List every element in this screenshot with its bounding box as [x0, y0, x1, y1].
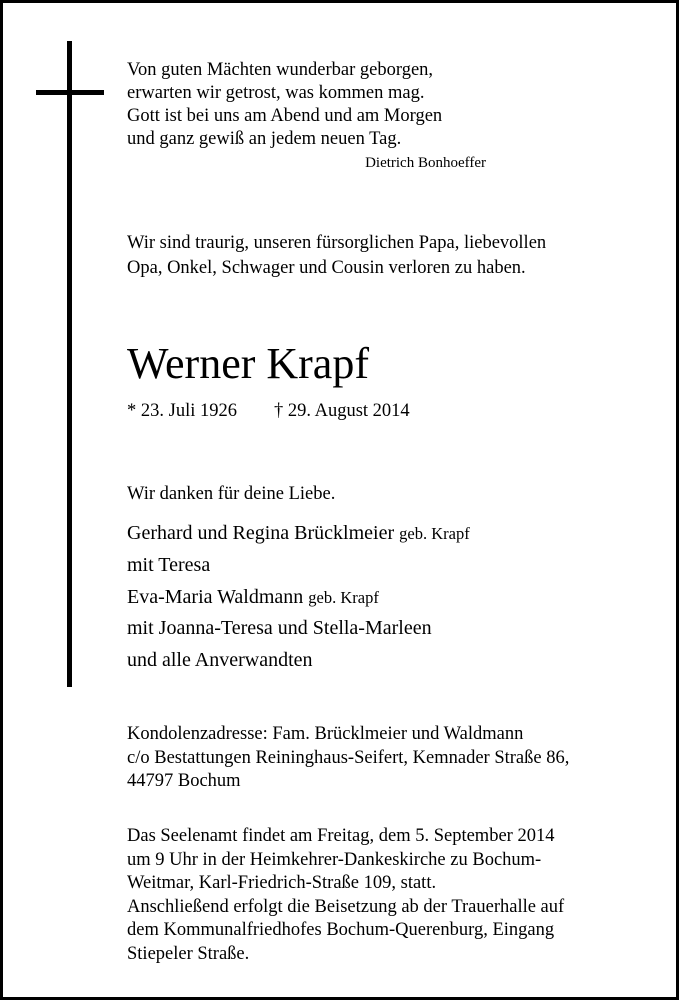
poem-author: Dietrich Bonhoeffer [365, 155, 486, 171]
family-list [127, 518, 470, 677]
poem-line: erwarten wir getrost, was kommen mag. [127, 83, 425, 103]
condolence-address [127, 723, 569, 794]
poem-line: Von guten Mächten wunderbar geborgen, [127, 60, 434, 80]
service-line: dem Kommunalfriedhofes Bochum-Querenburg, Eingang [127, 920, 555, 940]
intro-text [127, 231, 546, 281]
condolence-line: 44797 Bochum [127, 771, 241, 791]
family-member [127, 582, 470, 614]
service-line: Weitmar, Karl-Friedrich-Straße 109, statt. [127, 873, 437, 893]
poem-line: Gott ist bei uns am Abend und am Morgen [127, 106, 443, 126]
family-member [127, 550, 470, 582]
family-member [127, 645, 470, 677]
service-line: Stiepeler Straße. [127, 943, 250, 964]
family-member-name: und alle Anverwandten [127, 649, 313, 672]
family-member [127, 613, 470, 645]
cross-horizontal-bar [36, 90, 104, 95]
service-line: um 9 Uhr in der Heimkehrer-Dankeskirche zu Bochum- [127, 849, 542, 870]
condolence-line: Kondolenzadresse: Fam. Brücklmeier und Waldmann [127, 724, 524, 744]
condolence-line: c/o Bestattungen Reininghaus-Seifert, Kemnader Straße 86, [127, 747, 570, 768]
cross-vertical-bar [67, 41, 72, 687]
maiden-name-note: geb. Krapf [399, 524, 470, 543]
service-line: Anschließend erfolgt die Beisetzung ab der Trauerhalle auf [127, 896, 565, 917]
life-dates [127, 398, 410, 424]
family-member-name: mit Joanna-Teresa und Stella-Marleen [127, 617, 432, 640]
poem [127, 59, 442, 151]
family-member [127, 518, 470, 550]
family-member-name: Eva-Maria Waldmann [127, 585, 304, 608]
death-date: † 29. August 2014 [273, 401, 410, 421]
thanks-line: Wir danken für deine Liebe. [127, 484, 336, 504]
birth-date: * 23. Juli 1926 [127, 401, 237, 421]
intro-line: Wir sind traurig, unseren fürsorglichen Papa, liebevollen [127, 233, 547, 253]
family-member-name: mit Teresa [127, 553, 211, 576]
service-info [127, 825, 564, 966]
deceased-name: Werner Krapf [127, 339, 369, 388]
poem-line: und ganz gewiß an jedem neuen Tag. [127, 129, 402, 149]
family-member-name: Gerhard und Regina Brücklmeier [127, 522, 395, 544]
service-line: Das Seelenamt findet am Freitag, dem 5. September 2014 [127, 826, 555, 846]
maiden-name-note: geb. Krapf [308, 587, 379, 607]
intro-line: Opa, Onkel, Schwager und Cousin verloren zu haben. [127, 258, 526, 278]
